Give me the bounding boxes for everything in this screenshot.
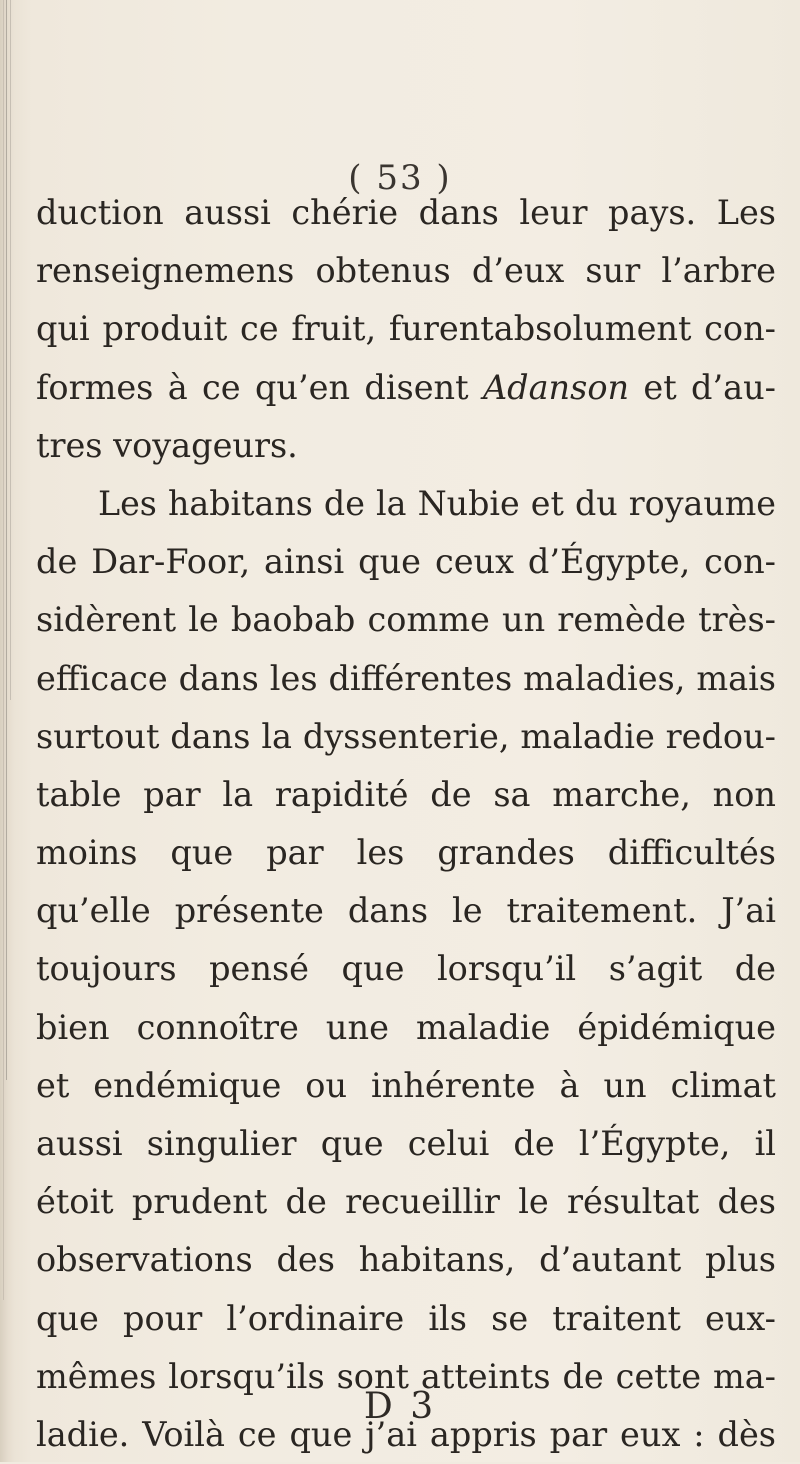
text-line: toujours pensé que lorsqu’il s’agit de [36, 949, 776, 989]
text-line: de Dar-Foor, ainsi que ceux d’Égypte, con- [36, 542, 776, 582]
text-line: et endémique ou inhérente à un climat [36, 1065, 776, 1105]
text-line: sidèrent le baobab comme un remède très- [36, 600, 776, 640]
margin-rule [10, 0, 11, 700]
text-line: renseignemens obtenus d’eux sur l’arbre [36, 251, 776, 291]
text-span: et d’au- [629, 367, 777, 407]
text-line: ladie. Voilà ce que j’ai appris par eux : dès [36, 1414, 776, 1454]
author-name: Adanson [482, 367, 630, 407]
text-line: table par la rapidité de sa marche, non [36, 774, 776, 814]
text-line: bien connoître une maladie épidémique [36, 1007, 776, 1047]
text-line: efficace dans les différentes maladies, mais [36, 658, 776, 698]
text-line: observations des habitans, d’autant plus [36, 1240, 776, 1280]
text-span: formes à ce qu’en disent [36, 367, 483, 407]
text-line: surtout dans la dyssenterie, maladie redou- [36, 716, 776, 756]
signature-mark: D 3 [363, 1386, 437, 1427]
page-number: ( 53 ) [348, 158, 452, 198]
text-line: qu’elle présente dans le traitement. J’ai [36, 891, 776, 931]
text-line [36, 359, 776, 417]
text-line: moins que par les grandes difficultés [36, 833, 776, 873]
text-line: étoit prudent de recueillir le résultat des [36, 1182, 776, 1222]
text-line: tres voyageurs. [36, 425, 298, 465]
text-line: duction aussi chérie dans leur pays. Les [36, 193, 776, 232]
text-line: que pour l’ordinaire ils se traitent eux- [36, 1298, 776, 1338]
text-line: aussi singulier que celui de l’Égypte, il [36, 1124, 776, 1163]
text-line: qui produit ce fruit, furentabsolument con- [36, 309, 776, 349]
text-line: mêmes lorsqu’ils sont atteints de cette ma- [36, 1356, 776, 1396]
paragraph-start-line: Les habitans de la Nubie et du royaume [98, 483, 776, 523]
body-text [36, 184, 776, 1464]
